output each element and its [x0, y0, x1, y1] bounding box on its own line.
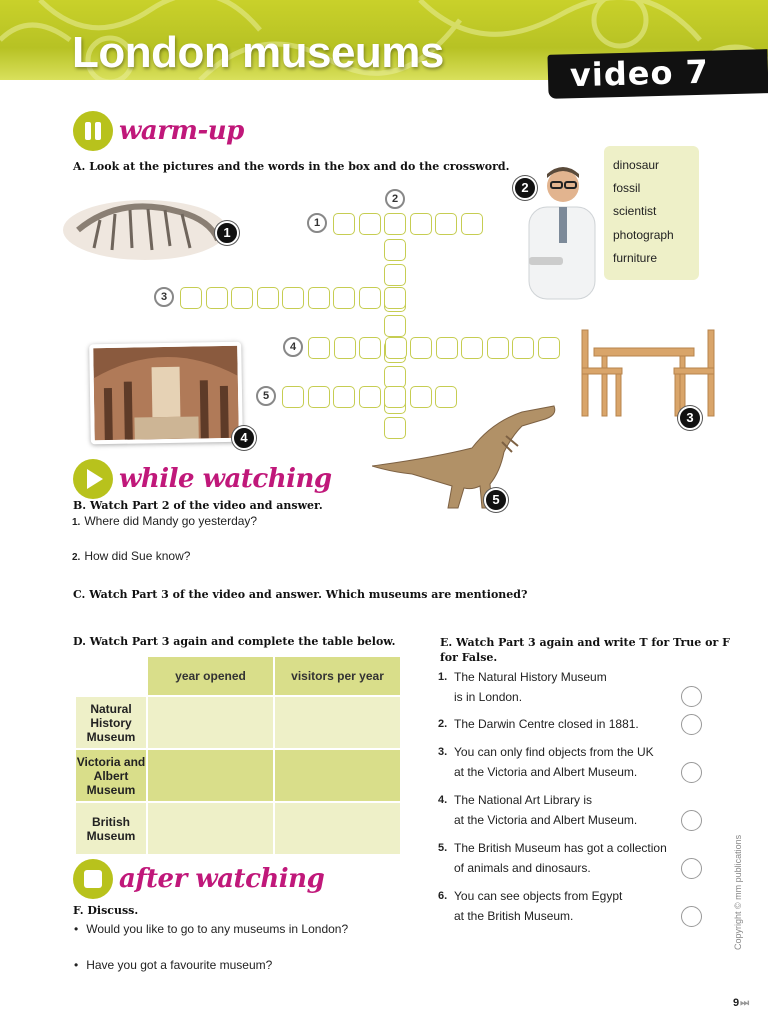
table-row-label: Natural History Museum: [76, 697, 146, 748]
tf-item-6: 6. You can see objects from Egypt at the British Museum.: [438, 889, 623, 923]
tf-item-5: 5. The British Museum has got a collection of animals and dinosaurs.: [438, 841, 667, 875]
while-watching-heading: [73, 459, 332, 499]
word-box-item: furniture: [613, 250, 658, 265]
word-box: [604, 146, 699, 280]
page-number: 9⏭: [733, 997, 750, 1009]
question-b1: 1. Where did Mandy go yesterday?: [72, 514, 258, 528]
instruction-b: B. Watch Part 2 of the video and answer.: [73, 499, 323, 512]
copyright-notice: Copyright © mm publications: [733, 834, 743, 950]
after-watching-title: after watching: [119, 864, 325, 894]
crossword-cell[interactable]: [384, 386, 406, 408]
instruction-f: F. Discuss.: [73, 904, 139, 917]
warmup-title: warm-up: [119, 116, 244, 146]
crossword-cell[interactable]: [333, 213, 355, 235]
picture-number-1: 1: [215, 221, 239, 245]
instruction-c: C. Watch Part 3 of the video and answer. Which museums are mentioned?: [73, 588, 528, 601]
tf-answer-circle-2[interactable]: [681, 714, 702, 735]
table-row-label: British Museum: [76, 803, 146, 854]
crossword-cell[interactable]: [384, 213, 406, 235]
crossword-cell[interactable]: [538, 337, 560, 359]
crossword-cell[interactable]: [461, 337, 483, 359]
table-answer-cell[interactable]: [148, 803, 273, 854]
table-header-visitors: visitors per year: [275, 657, 400, 695]
crossword-cell[interactable]: [359, 337, 381, 359]
video-label: video 7: [569, 52, 710, 95]
discussion-bullet-2: • Have you got a favourite museum?: [74, 958, 272, 972]
crossword-cell[interactable]: [308, 287, 330, 309]
crossword-cell[interactable]: [359, 287, 381, 309]
crossword-cell[interactable]: [436, 337, 458, 359]
crossword-cell[interactable]: [359, 213, 381, 235]
crossword-cell[interactable]: [435, 386, 457, 408]
table-header-year: year opened: [148, 657, 273, 695]
crossword-cell[interactable]: [384, 366, 406, 388]
fossil-picture: [60, 190, 230, 265]
word-box-item: scientist: [613, 204, 657, 219]
crossword-cell[interactable]: [180, 287, 202, 309]
crossword-number-5: 5: [256, 386, 276, 406]
table-answer-cell[interactable]: [148, 750, 273, 801]
after-watching-heading: [73, 859, 324, 899]
table-row-label: Victoria and Albert Museum: [76, 750, 146, 801]
crossword-cell[interactable]: [385, 337, 407, 359]
page-title: London museums: [72, 28, 444, 77]
crossword-cell[interactable]: [384, 239, 406, 261]
crossword-cell[interactable]: [308, 337, 330, 359]
table-answer-cell[interactable]: [148, 697, 273, 748]
crossword-cell[interactable]: [384, 315, 406, 337]
tf-item-1: 1. The Natural History Museum is in London.: [438, 670, 607, 704]
crossword-cell[interactable]: [334, 337, 356, 359]
table-answer-cell[interactable]: [275, 697, 400, 748]
crossword-cell[interactable]: [410, 386, 432, 408]
instruction-e: E. Watch Part 3 again and write T for True or F for False.: [440, 636, 730, 664]
tf-item-4: 4. The National Art Library is at the Victoria and Albert Museum.: [438, 793, 638, 827]
tf-item-3: 3. You can only find objects from the UK at the Victoria and Albert Museum.: [438, 745, 654, 779]
crossword-cell[interactable]: [384, 417, 406, 439]
crossword-number-3: 3: [154, 287, 174, 307]
crossword-number-1: 1: [307, 213, 327, 233]
crossword-cell[interactable]: [410, 337, 432, 359]
video-label-tag: [547, 49, 768, 99]
word-box-item: fossil: [613, 181, 641, 196]
crossword-number-4: 4: [283, 337, 303, 357]
crossword-cell[interactable]: [359, 386, 381, 408]
picture-number-4: 4: [232, 426, 256, 450]
table-answer-cell[interactable]: [275, 750, 400, 801]
warmup-heading: [73, 111, 244, 151]
tf-answer-circle-3[interactable]: [681, 762, 702, 783]
tf-answer-circle-4[interactable]: [681, 810, 702, 831]
picture-number-5: 5: [484, 488, 508, 512]
discussion-bullet-1: • Would you like to go to any museums in London?: [74, 922, 348, 936]
museum-hall-picture: [89, 342, 243, 445]
while-watching-title: while watching: [119, 464, 332, 494]
crossword-cell[interactable]: [308, 386, 330, 408]
crossword-cell[interactable]: [410, 213, 432, 235]
picture-number-3: 3: [678, 406, 702, 430]
tf-answer-circle-6[interactable]: [681, 906, 702, 927]
crossword-cell[interactable]: [333, 386, 355, 408]
pause-icon: [73, 111, 113, 151]
play-icon: [73, 459, 113, 499]
picture-number-2: 2: [513, 176, 537, 200]
next-page-icon: ⏭: [740, 998, 750, 1009]
furniture-picture: [580, 328, 720, 420]
word-box-item: photograph: [613, 227, 674, 242]
crossword-cell[interactable]: [512, 337, 534, 359]
crossword-cell[interactable]: [206, 287, 228, 309]
tf-answer-circle-5[interactable]: [681, 858, 702, 879]
question-b2: 2. How did Sue know?: [72, 549, 191, 563]
crossword-cell[interactable]: [384, 264, 406, 286]
instruction-a: A. Look at the pictures and the words in the box and do the crossword.: [73, 160, 510, 173]
crossword-cell[interactable]: [282, 287, 304, 309]
tf-item-2: 2. The Darwin Centre closed in 1881.: [438, 717, 639, 731]
tf-answer-circle-1[interactable]: [681, 686, 702, 707]
crossword-cell[interactable]: [384, 287, 406, 309]
instruction-d: D. Watch Part 3 again and complete the table below.: [73, 635, 396, 648]
museum-table: [74, 655, 402, 856]
crossword-cell[interactable]: [333, 287, 355, 309]
crossword-number-2: 2: [385, 189, 405, 209]
crossword-cell[interactable]: [231, 287, 253, 309]
crossword-cell[interactable]: [282, 386, 304, 408]
stop-icon: [73, 859, 113, 899]
crossword-cell[interactable]: [435, 213, 457, 235]
crossword-cell[interactable]: [461, 213, 483, 235]
crossword-cell[interactable]: [257, 287, 279, 309]
word-box-item: dinosaur: [613, 158, 660, 172]
table-answer-cell[interactable]: [275, 803, 400, 854]
crossword-cell[interactable]: [487, 337, 509, 359]
